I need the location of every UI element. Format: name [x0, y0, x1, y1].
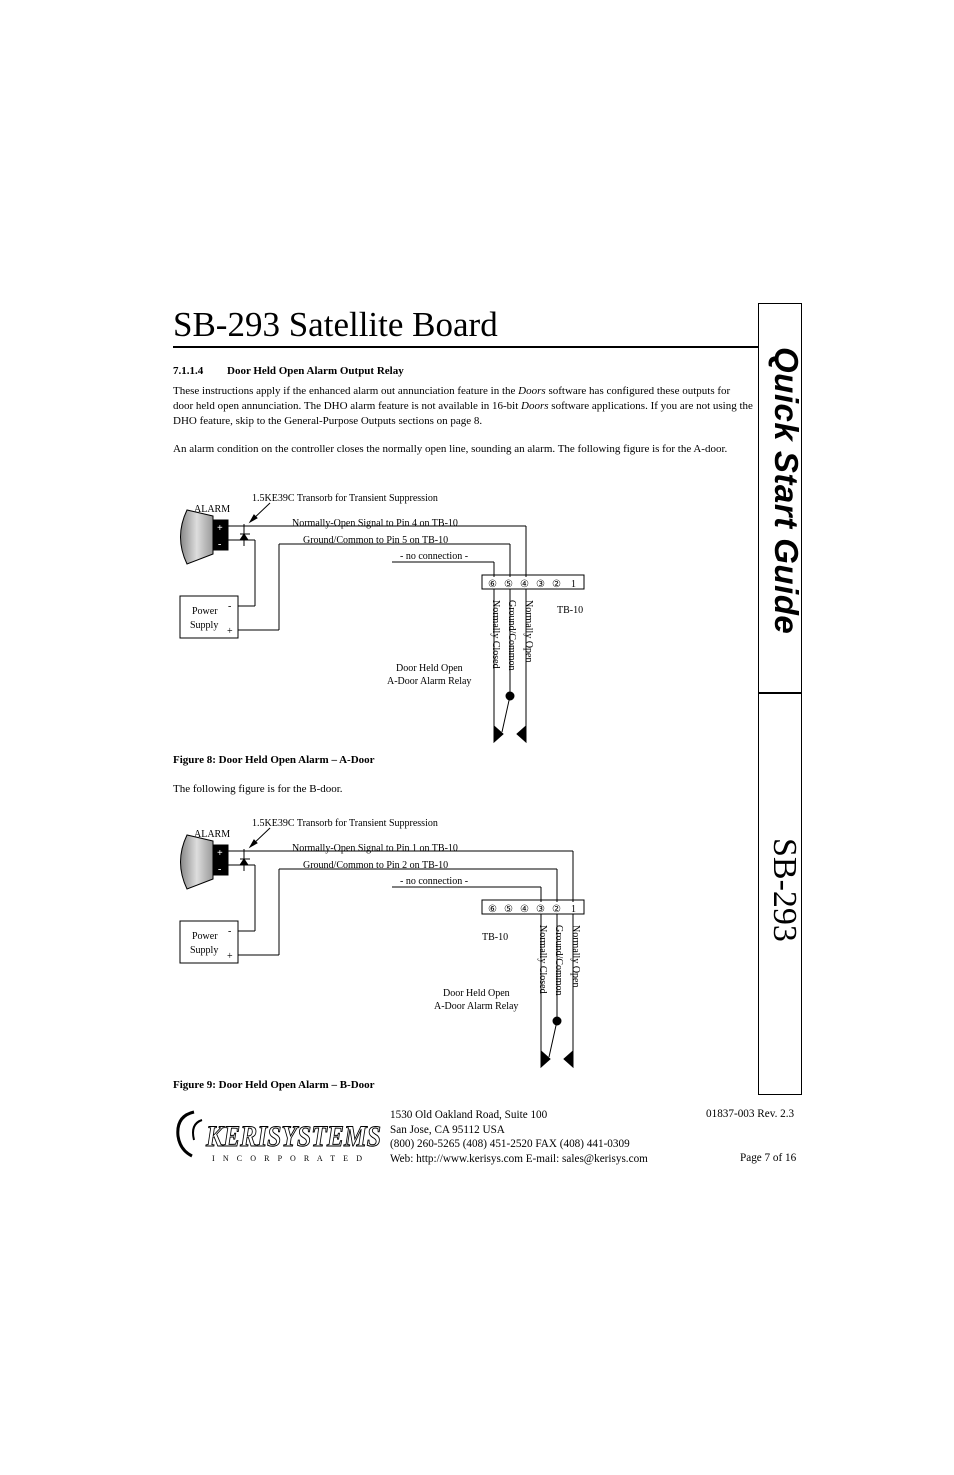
- ground-label: Ground/Common to Pin 2 on TB-10: [303, 860, 449, 871]
- ps-plus: +: [227, 626, 233, 637]
- tb10-terminal-strip: [482, 575, 584, 589]
- alarm-label: ALARM: [194, 504, 231, 515]
- pin-2: ②: [552, 904, 561, 915]
- pin-1: 1: [571, 904, 576, 915]
- ps-minus: -: [228, 926, 232, 937]
- no-label: Normally Open: [570, 925, 581, 988]
- p1-text-b: software has configured these outputs for door held open annunciation. The DHO alarm feature is not available in 16-bit: [173, 385, 731, 412]
- tb10-terminal-strip: [482, 900, 584, 914]
- alarm-minus: -: [218, 539, 222, 550]
- pin-5: ⑤: [504, 904, 513, 915]
- paragraph-2: An alarm condition on the controller closes the normally open line, sounding an alarm. The following figure is for the A-door.: [173, 443, 728, 455]
- paragraph-3: The following figure is for the B-door.: [173, 783, 343, 795]
- figure-a-diagram: [0, 480, 954, 750]
- p1-doors-1: Doors: [518, 385, 546, 397]
- pin-5: ⑤: [504, 579, 513, 590]
- address-line-1: 1530 Old Oakland Road, Suite 100: [390, 1109, 548, 1121]
- pin-3: ③: [536, 904, 545, 915]
- address-line-4: Web: http://www.kerisys.com E-mail: sales@kerisys.com: [390, 1152, 648, 1165]
- side-tab-model: SB-293: [766, 838, 803, 942]
- noconn-label: - no connection -: [400, 876, 469, 887]
- supply-label: Supply: [190, 945, 219, 956]
- tb10-label: TB-10: [482, 932, 509, 943]
- pin-3: ③: [536, 579, 545, 590]
- nc-label: Normally Closed: [490, 600, 501, 669]
- ps-plus: +: [227, 951, 233, 962]
- p1-text-c: software applications. If you are not using the DHO feature, skip to the General-Purpose Outputs sections on page 8.: [173, 400, 753, 427]
- transorb-label: 1.5KE39C Transorb for Transient Suppression: [252, 818, 438, 829]
- nc-label: Normally Closed: [537, 925, 548, 994]
- figure-b-diagram: [0, 805, 954, 1075]
- document-revision: 01837-003 Rev. 2.3: [706, 1108, 795, 1120]
- alarm-minus: -: [218, 864, 222, 875]
- page-number: Page 7 of 16: [740, 1152, 797, 1164]
- alarm-plus: +: [217, 848, 223, 859]
- pin-2: ②: [552, 579, 561, 590]
- paragraph-1: [173, 384, 753, 429]
- logo-wordmark: KERISYSTEMS: [205, 1120, 381, 1153]
- address-line-2: San Jose, CA 95112 USA: [390, 1123, 505, 1136]
- pin-6: ⑥: [488, 904, 497, 915]
- signal-label: Normally-Open Signal to Pin 1 on TB-10: [292, 843, 458, 854]
- ground-label: Ground/Common to Pin 5 on TB-10: [303, 535, 449, 546]
- section-title: Door Held Open Alarm Output Relay: [227, 365, 404, 377]
- power-label: Power: [192, 931, 218, 942]
- alarm-horn-icon: [181, 510, 214, 564]
- figure-8-caption: Figure 8: Door Held Open Alarm – A-Door: [173, 754, 375, 766]
- transorb-label: 1.5KE39C Transorb for Transient Suppression: [252, 493, 438, 504]
- pin-6: ⑥: [488, 579, 497, 590]
- footer-address: [390, 1108, 648, 1166]
- figure-9-caption: Figure 9: Door Held Open Alarm – B-Door: [173, 1079, 375, 1091]
- page-title: SB-293 Satellite Board: [173, 305, 498, 344]
- supply-label: Supply: [190, 620, 219, 631]
- noconn-label: - no connection -: [400, 551, 469, 562]
- kerisystems-logo: [172, 1106, 384, 1166]
- no-label: Normally Open: [523, 600, 534, 663]
- tb10-label: TB-10: [557, 605, 584, 616]
- p1-doors-2: Doors: [521, 400, 549, 412]
- gc-label: Ground/Common: [506, 600, 517, 671]
- relay-label-1: Door Held Open: [443, 988, 510, 999]
- p1-text-a: These instructions apply if the enhanced alarm out annunciation feature in the: [173, 385, 519, 397]
- relay-label-1: Door Held Open: [396, 663, 463, 674]
- power-label: Power: [192, 606, 218, 617]
- title-rule: [173, 346, 759, 348]
- relay-label-2: A-Door Alarm Relay: [434, 1001, 519, 1012]
- pin-4: ④: [520, 904, 529, 915]
- relay-label-2: A-Door Alarm Relay: [387, 676, 472, 687]
- pin-1: 1: [571, 579, 576, 590]
- logo-incorporated: I N C O R P O R A T E D: [212, 1154, 362, 1163]
- section-number: 7.1.1.4: [173, 365, 204, 377]
- ps-minus: -: [228, 601, 232, 612]
- alarm-horn-icon: [181, 835, 214, 889]
- address-line-3: (800) 260-5265 (408) 451-2520 FAX (408) 441-0309: [390, 1138, 630, 1150]
- signal-label: Normally-Open Signal to Pin 4 on TB-10: [292, 518, 458, 529]
- gc-label: Ground/Common: [553, 925, 564, 996]
- section-heading: [173, 365, 404, 377]
- alarm-label: ALARM: [194, 829, 231, 840]
- alarm-plus: +: [217, 523, 223, 534]
- pin-4: ④: [520, 579, 529, 590]
- side-tab-guide: Quick Start Guide: [768, 347, 805, 635]
